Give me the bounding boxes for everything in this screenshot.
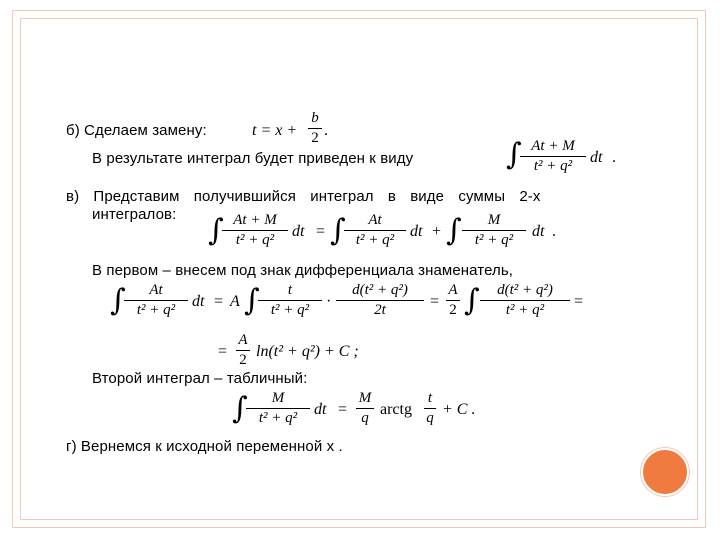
integral-sign: ∫ (506, 137, 522, 172)
integral-sign: ∫ (244, 283, 260, 318)
dt-label: dt (410, 223, 423, 240)
period: . (552, 223, 556, 240)
plus-sign: + (432, 223, 442, 240)
second-fraction-M: M t² + q² (246, 390, 310, 427)
M-over-q-fraction: M q (356, 390, 374, 427)
A-over-2-fraction: A 2 (446, 282, 460, 319)
A-over-2-fraction: A 2 (236, 332, 250, 369)
substitution-period: . (324, 122, 328, 139)
integrand-fraction: At + M t² + q² (520, 138, 586, 175)
integral-sign: ∫ (110, 283, 126, 318)
second-integral-text: Второй интеграл – табличный: (92, 370, 308, 387)
d-denominator-fraction: d(t² + q²) t² + q² (480, 282, 570, 319)
constant-A: A (230, 293, 240, 310)
sum-fraction-A: At t² + q² (344, 212, 406, 249)
integral-sign: ∫ (208, 213, 224, 248)
equals-sign: = (430, 293, 440, 310)
integral-sign: ∫ (232, 391, 248, 426)
item-v-label: в) Представим получившийся интеграл в виде суммы 2-х (66, 188, 541, 205)
equals-sign: = (338, 401, 348, 418)
dt-label: dt (192, 293, 205, 310)
equals-sign: = (574, 293, 584, 310)
substitution-lhs: t = x + (252, 122, 298, 139)
item-v-text: интегралов: (92, 206, 177, 223)
substitution-fraction: b 2 (308, 110, 322, 147)
sum-fraction-M: M t² + q² (462, 212, 526, 249)
dt-label: dt (590, 149, 603, 166)
plus-C: + C . (442, 401, 476, 418)
ln-expression: ln(t² + q²) + C ; (256, 343, 359, 360)
integral-sign: ∫ (446, 213, 462, 248)
equals-sign: = (316, 223, 326, 240)
item-b-text: В результате интеграл будет приведен к виду (92, 150, 414, 167)
equals-sign: = (218, 343, 228, 360)
integral-sign: ∫ (464, 283, 480, 318)
dt-label: dt (314, 401, 327, 418)
multiply-dot: · (326, 293, 332, 310)
first-fraction-t: t t² + q² (258, 282, 322, 319)
sum-fraction-lhs: At + M t² + q² (222, 212, 288, 249)
t-over-q-fraction: t q (424, 390, 436, 427)
differential-fraction: d(t² + q²) 2t (336, 282, 424, 319)
dt-label: dt (292, 223, 305, 240)
first-fraction-At: At t² + q² (124, 282, 188, 319)
integral-sign: ∫ (330, 213, 346, 248)
arctg-function: arctg (380, 401, 412, 418)
item-g-text: г) Вернемся к исходной переменной x . (66, 438, 343, 455)
period: . (612, 149, 616, 166)
equals-sign: = (214, 293, 224, 310)
first-integral-text: В первом – внесем под знак дифференциала знаменатель, (92, 262, 514, 279)
dt-label: dt (532, 223, 545, 240)
item-b-label: б) Сделаем замену: (66, 122, 207, 139)
